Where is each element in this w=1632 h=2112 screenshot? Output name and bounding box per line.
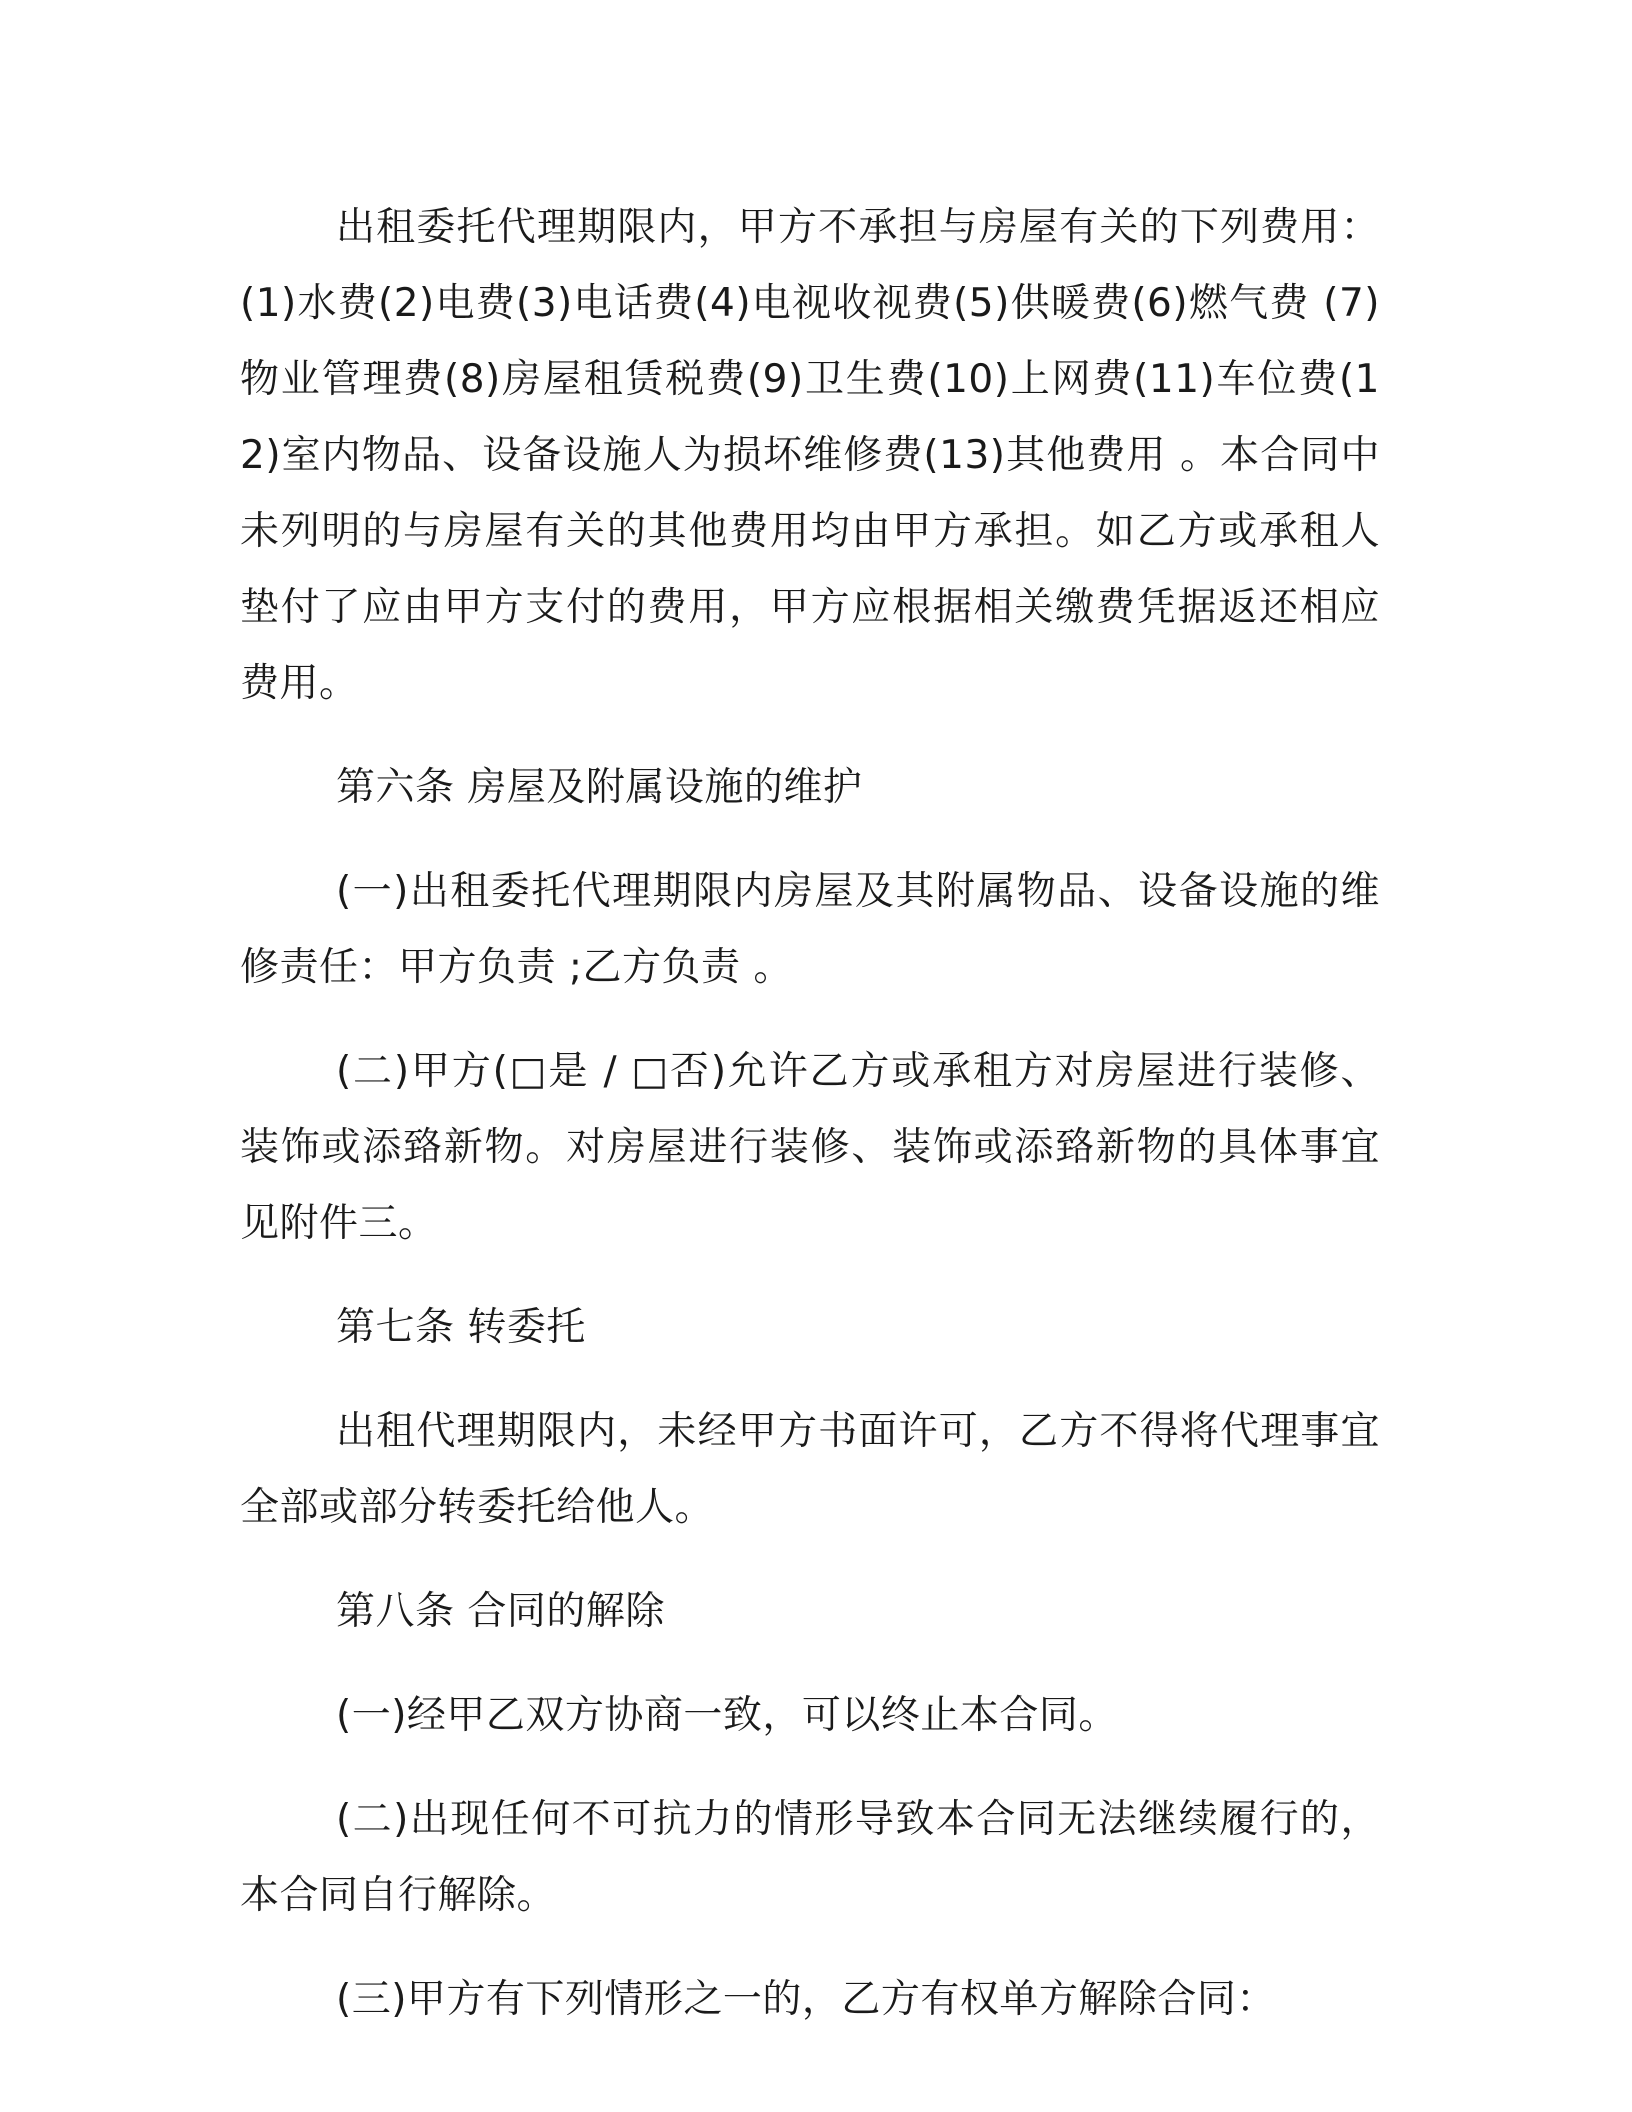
paragraph-8-2: (二)出现任何不可抗力的情形导致本合同无法继续履行的，本合同自行解除。 (240, 1797, 1380, 1918)
paragraph-6-2: (二)甲方(□是 / □否)允许乙方或承租方对房屋进行装修、装饰或添臵新物。对房屋进行装修、装饰或添臵新物的具体事宜见附件三。 (240, 1049, 1380, 1246)
paragraph-fees: 出租委托代理期限内，甲方不承担与房屋有关的下列费用： (1)水费(2)电费(3)电话费(4)电视收视费(5)供暖费(6)燃气费 (7)物业管理费(8)房屋租赁税费(9)卫生费(10)上网费(11)车位费(12)室内物品、设备设施人为损坏维修费(13)其他费用 。本合同中未列明的与房屋有关的其他费用均由甲方承担。如乙方或承租人垫付了应由甲方支付的费用，甲方应根据相关缴费凭据返还相应费用。 (240, 205, 1393, 706)
paragraph-6-1: (一)出租委托代理期限内房屋及其附属物品、设备设施的维修责任：甲方负责 ;乙方负责 。 (240, 869, 1380, 990)
document-page (240, 190, 1393, 2066)
paragraph-7: 出租代理期限内，未经甲方书面许可，乙方不得将代理事宜全部或部分转委托给他人。 (240, 1409, 1380, 1530)
article-6-heading: 第六条 房屋及附属设施的维护 (336, 765, 863, 810)
paragraph-8-3: (三)甲方有下列情形之一的，乙方有权单方解除合同： (336, 1977, 1276, 2022)
article-7-heading: 第七条 转委托 (336, 1305, 586, 1350)
article-8-heading: 第八条 合同的解除 (336, 1589, 665, 1634)
paragraph-8-1: (一)经甲乙双方协商一致，可以终止本合同。 (336, 1693, 1118, 1738)
